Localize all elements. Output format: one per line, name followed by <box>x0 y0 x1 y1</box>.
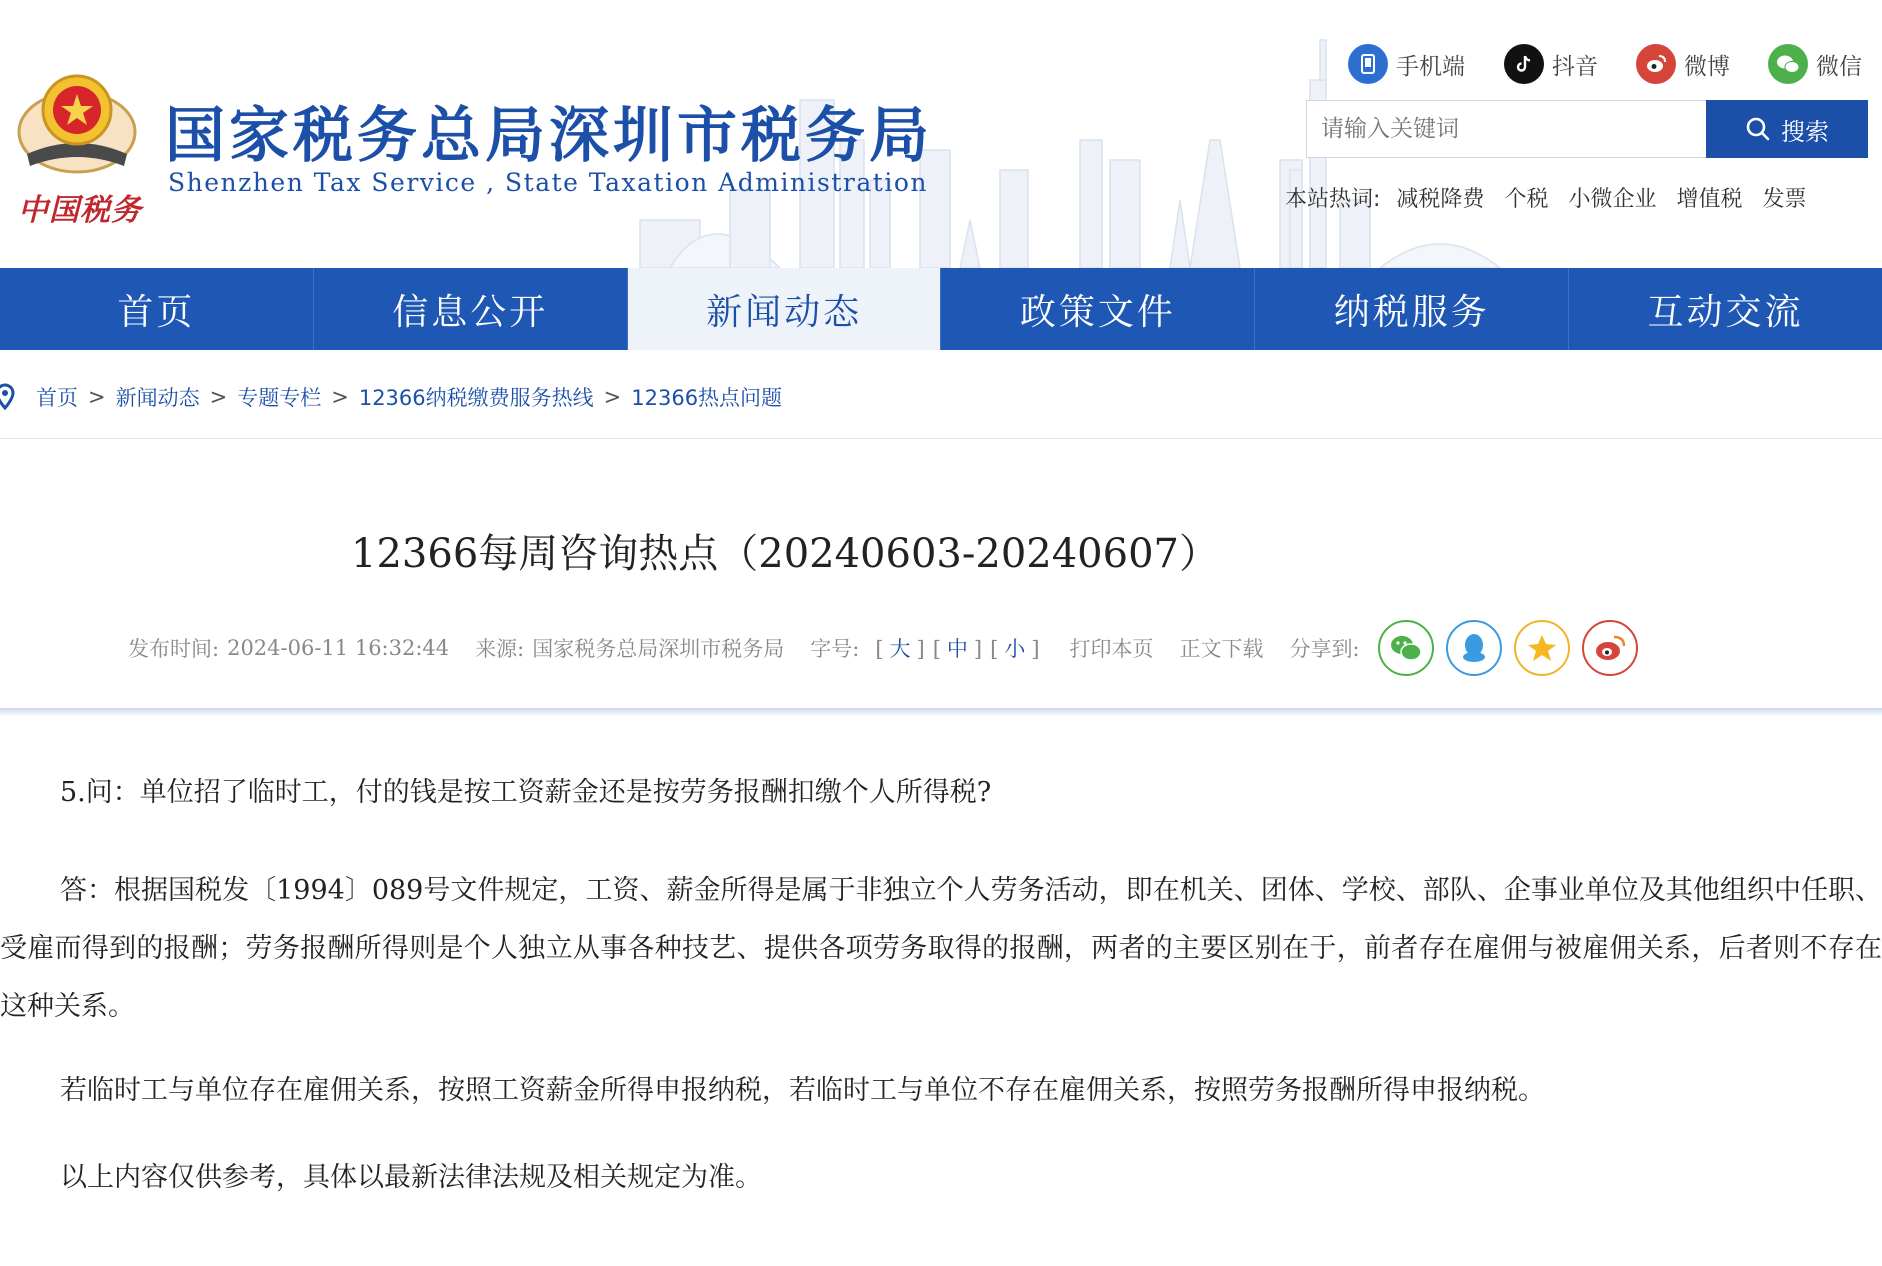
share-label: 分享到: <box>1289 637 1360 661</box>
nav-home[interactable]: 首页 <box>0 268 314 350</box>
weibo-link[interactable] <box>1636 42 1730 86</box>
font-size-small[interactable]: 小 <box>1004 637 1026 661</box>
breadcrumb-hot-questions[interactable]: 12366热点问题 <box>631 386 783 410</box>
hot-word-link[interactable]: 发票 <box>1762 187 1807 212</box>
question-paragraph: 5.问：单位招了临时工，付的钱是按工资薪金还是按劳务报酬扣缴个人所得税? <box>60 777 992 808</box>
publish-time: 2024-06-11 16:32:44 <box>227 636 450 660</box>
location-pin-icon <box>0 383 16 411</box>
article-title: 12366每周咨询热点（20240603-20240607） <box>351 531 1219 577</box>
nav-policy[interactable]: 政策文件 <box>941 268 1255 350</box>
nav-news[interactable]: 新闻动态 <box>628 268 942 350</box>
breadcrumb-news[interactable]: 新闻动态 <box>115 386 200 410</box>
weibo-label: 微博 <box>1684 53 1730 80</box>
breadcrumb-home[interactable]: 首页 <box>36 386 78 410</box>
emblem-caption: 中国税务 <box>18 193 142 228</box>
nav-tax-service[interactable]: 纳税服务 <box>1255 268 1569 350</box>
breadcrumb-hotline[interactable]: 12366纳税缴费服务热线 <box>358 386 594 410</box>
tax-emblem-icon <box>12 62 142 180</box>
search-button[interactable] <box>1706 100 1868 158</box>
nav-interaction[interactable]: 互动交流 <box>1647 291 1804 333</box>
source-label: 来源: <box>475 637 525 661</box>
breadcrumb-divider <box>0 438 1882 439</box>
hot-words <box>1285 182 1807 213</box>
site-subtitle: Shenzhen Tax Service , State Taxation Administration <box>168 168 928 197</box>
mobile-label: 手机端 <box>1396 53 1465 80</box>
breadcrumb-topics[interactable]: 专题专栏 <box>237 386 322 410</box>
wechat-link[interactable] <box>1768 42 1862 86</box>
print-link[interactable]: 打印本页 <box>1069 637 1154 661</box>
download-link[interactable]: 正文下载 <box>1179 637 1264 661</box>
douyin-link[interactable] <box>1504 42 1598 86</box>
hot-word-link[interactable]: 减税降费 <box>1396 187 1485 212</box>
search-button-label: 搜索 <box>1781 117 1829 146</box>
publish-time-label: 发布时间: <box>128 637 220 661</box>
mobile-icon <box>1348 44 1388 84</box>
wechat-share-icon[interactable] <box>1378 620 1434 676</box>
nav-info-disclosure[interactable]: 信息公开 <box>314 268 628 350</box>
site-header <box>0 0 1882 268</box>
main-nav <box>0 268 1882 350</box>
font-size-label: 字号: <box>810 637 860 661</box>
search-icon <box>1745 116 1771 142</box>
hot-word-link[interactable]: 小微企业 <box>1568 187 1657 212</box>
qq-share-icon[interactable] <box>1446 620 1502 676</box>
font-size-large[interactable]: 大 <box>889 637 911 661</box>
wechat-label: 微信 <box>1816 53 1862 80</box>
search-input[interactable] <box>1306 100 1706 158</box>
article-divider <box>0 708 1882 716</box>
body-paragraph: 若临时工与单位存在雇佣关系，按照工资薪金所得申报纳税，若临时工与单位不存在雇佣关系，按照劳务报酬所得申报纳税。 <box>60 1075 1545 1106</box>
site-title: 国家税务总局深圳市税务局 <box>165 101 933 171</box>
answer-paragraph: 答：根据国税发〔1994〕089号文件规定，工资、薪金所得是属于非独立个人劳务活动，即在机关、团体、学校、部队、企事业单位及其他组织中任职、受雇而得到的报酬；劳务报酬所得则是个人独立从事各种技艺、提供各项劳务取得的报酬，两者的主要区别在于，前者存在雇佣与被雇佣关系，后者则不存在这种关系。 <box>0 875 1882 1022</box>
share-buttons <box>1378 620 1638 676</box>
breadcrumb: 首页 > 新闻动态 > 专题专栏 > 12366纳税缴费服务热线 > 12366热点问题 <box>0 372 782 422</box>
mobile-link[interactable] <box>1348 42 1465 86</box>
font-size-medium[interactable]: 中 <box>946 637 968 661</box>
source-value: 国家税务总局深圳市税务局 <box>532 637 785 661</box>
article-meta: 发布时间: 2024-06-11 16:32:44 来源: 国家税务总局深圳市税务局 字号: [ 大 ] [ 中 ] [ 小 ] 打印本页 正文下载 分享到: <box>128 620 1638 676</box>
weibo-share-icon[interactable] <box>1582 620 1638 676</box>
qzone-share-icon[interactable] <box>1514 620 1570 676</box>
hot-word-link[interactable]: 个税 <box>1504 187 1549 212</box>
hot-word-link[interactable]: 增值税 <box>1676 187 1743 212</box>
disclaimer-paragraph: 以上内容仅供参考，具体以最新法律法规及相关规定为准。 <box>60 1162 762 1193</box>
wechat-icon <box>1768 44 1808 84</box>
douyin-icon <box>1504 44 1544 84</box>
weibo-icon <box>1636 44 1676 84</box>
hot-words-label: 本站热词: <box>1285 187 1381 212</box>
douyin-label: 抖音 <box>1552 53 1598 80</box>
